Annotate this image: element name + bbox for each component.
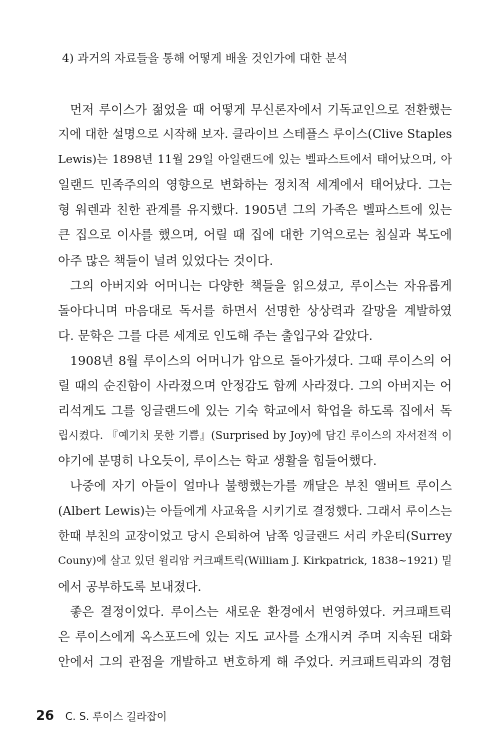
text-line: (Albert Lewis)는 아들에게 사교육을 시키기로 결정했다. 그래서 루이스는	[58, 503, 452, 518]
text-line: 에서 공부하도록 보내졌다.	[58, 578, 202, 594]
text-line: Lewis)는 1898년 11월 29일 아일랜드에 있는 벨파스트에서 태어났으며, 아	[58, 152, 452, 167]
text-line: 안에서 그의 관점을 개발하고 변호하게 해 주었다. 커크패트릭과의 경험	[58, 654, 452, 670]
text-line: 1908년 8월 루이스의 어머니가 암으로 돌아가셨다. 그때 루이스의 어	[70, 352, 452, 368]
text-line: Couny)에 살고 있던 윌리암 커크패트릭(William J. Kirkpatrick, 1838~1921) 밑	[58, 554, 452, 567]
text-line: 릴 때의 순진함이 사라졌으며 안정감도 함께 사라졌다. 그의 아버지는 어	[58, 378, 452, 394]
text-line: 형 워렌과 친한 관계를 유지했다. 1905년 그의 가족은 벨파스트에 있는	[58, 202, 452, 218]
body-text	[58, 97, 452, 674]
text-line: 립시켰다. 『예기치 못한 기쁨』(Surprised by Joy)에 담긴 루이스의 자서전적 이	[58, 429, 452, 443]
text-line: 한때 부친의 교장이었고 당시 은퇴하여 남쪽 잉글랜드 서리 카운티(Surrey	[58, 528, 452, 543]
running-title: C. S. 루이스 길라잡이	[65, 711, 167, 723]
text-line: 큰 집으로 이사를 했으며, 어릴 때 집에 대한 기억으로는 침실과 복도에	[58, 227, 452, 243]
text-line: 일랜드 민족주의의 영향으로 변화하는 정치적 세계에서 태어났다. 그는	[58, 177, 452, 193]
text-line: 좋은 결정이었다. 루이스는 새로운 환경에서 번영하였다. 커크패트릭	[70, 603, 452, 619]
section-heading: 4) 과거의 자료들을 통해 어떻게 배울 것인가에 대한 분석	[62, 51, 348, 65]
text-line: 먼저 루이스가 젊었을 때 어떻게 무신론자에서 기독교인으로 전환했는	[70, 102, 452, 117]
page-footer	[36, 705, 167, 724]
text-line: 나중에 자기 아들이 얼마나 불행했는가를 깨달은 부친 앨버트 루이스	[70, 478, 452, 494]
page-number: 26	[36, 709, 55, 724]
text-line: 아주 많은 책들이 널려 있었다는 것이다.	[58, 252, 274, 268]
text-line: 다. 문학은 그를 다른 세계로 인도해 주는 출입구와 같았다.	[58, 327, 373, 343]
text-line: 야기에 분명히 나오듯이, 루이스는 학교 생활을 힘들어했다.	[58, 453, 377, 469]
text-line: 리석게도 그를 잉글랜드에 있는 기숙 학교에서 학업을 하도록 집에서 독	[58, 403, 452, 419]
text-line: 지에 대한 설명으로 시작해 보자. 클라이브 스테플스 루이스(Clive Staples	[58, 127, 452, 142]
text-line: 그의 아버지와 어머니는 다양한 책들을 읽으셨고, 루이스는 자유롭게	[70, 277, 452, 293]
text-line: 은 루이스에게 옥스포드에 있는 지도 교사를 소개시켜 주며 지속된 대화	[58, 628, 452, 644]
text-line: 돌아다니며 마음대로 독서를 하면서 선명한 상상력과 갈망을 계발하였	[58, 302, 452, 318]
